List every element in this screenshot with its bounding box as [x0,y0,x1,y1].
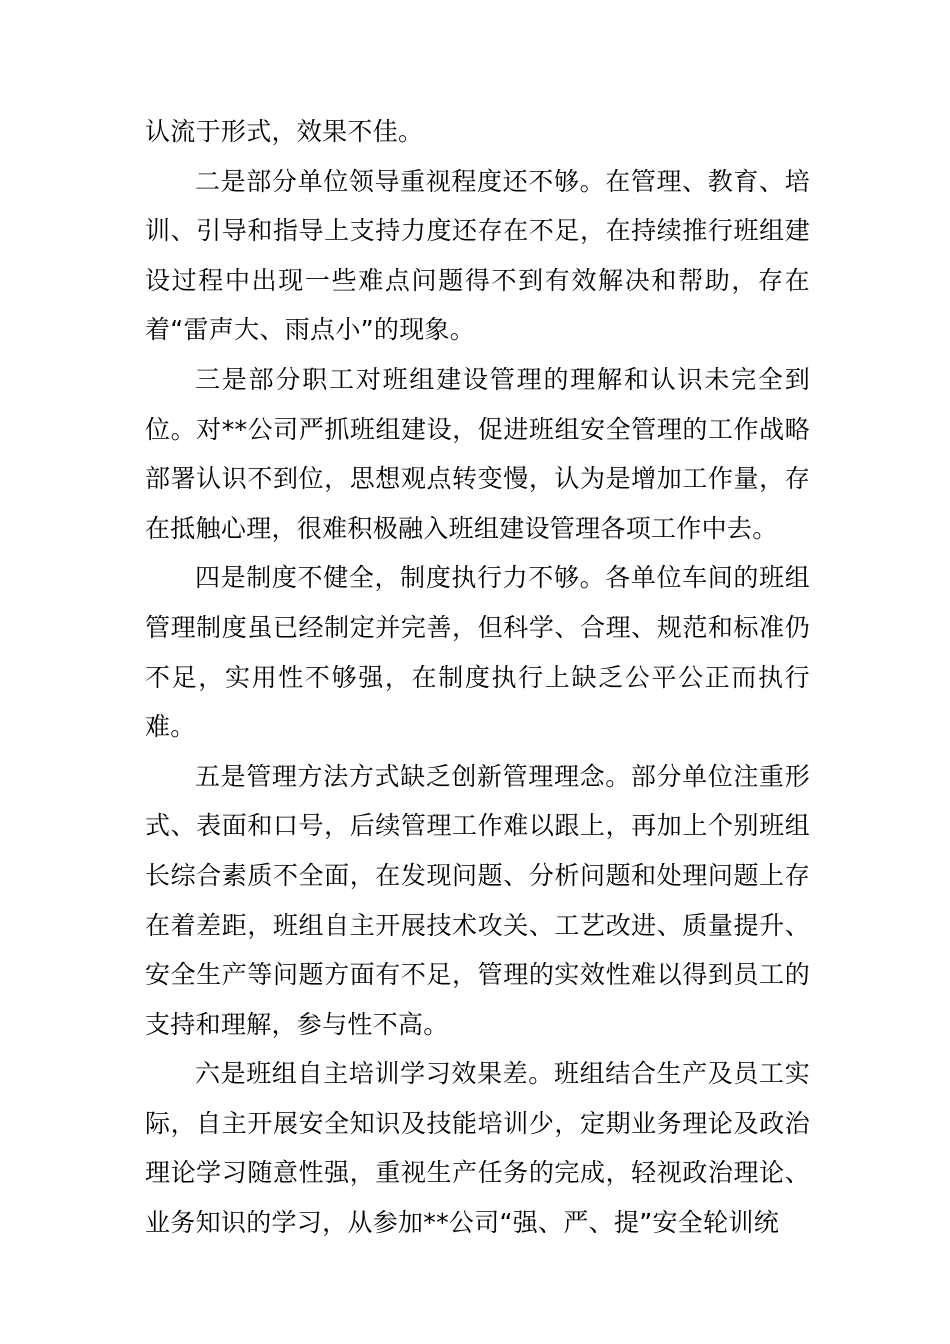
document-body [145,107,810,1248]
paragraph-5: 五是管理方法方式缺乏创新管理理念。部分单位注重形式、表面和口号，后续管理工作难以跟上，再加上个别班组长综合素质不全面，在发现问题、分析问题和处理问题上存在着差距，班组自主开展技术攻关、工艺改进、质量提升、安全生产等问题方面有不足，管理的实效性难以得到员工的支持和理解，参与性不高。 [145,761,810,1039]
paragraph-continued: 认流于形式，效果不佳。 [145,117,424,146]
paragraph-6: 六是班组自主培训学习效果差。班组结合生产及员工实际，自主开展安全知识及技能培训少，定期业务理论及政治理论学习随意性强，重视生产任务的完成，轻视政治理论、业务知识的学习，从参加**公司“强、严、提”安全轮训统 [145,1059,810,1238]
paragraph-4: 四是制度不健全，制度执行力不够。各单位车间的班组管理制度虽已经制定并完善，但科学、合理、规范和标准仍不足，实用性不够强，在制度执行上缺乏公平公正而执行难。 [145,563,810,742]
paragraph-2: 二是部分单位领导重视程度还不够。在管理、教育、培训、引导和指导上支持力度还存在不足，在持续推行班组建设过程中出现一些难点问题得不到有效解决和帮助，存在着“雷声大、雨点小”的现象。 [145,166,810,345]
paragraph-3: 三是部分职工对班组建设管理的理解和认识未完全到位。对**公司严抓班组建设，促进班组安全管理的工作战略部署认识不到位，思想观点转变慢，认为是增加工作量，存在抵触心理，很难积极融入班组建设管理各项工作中去。 [145,364,810,543]
